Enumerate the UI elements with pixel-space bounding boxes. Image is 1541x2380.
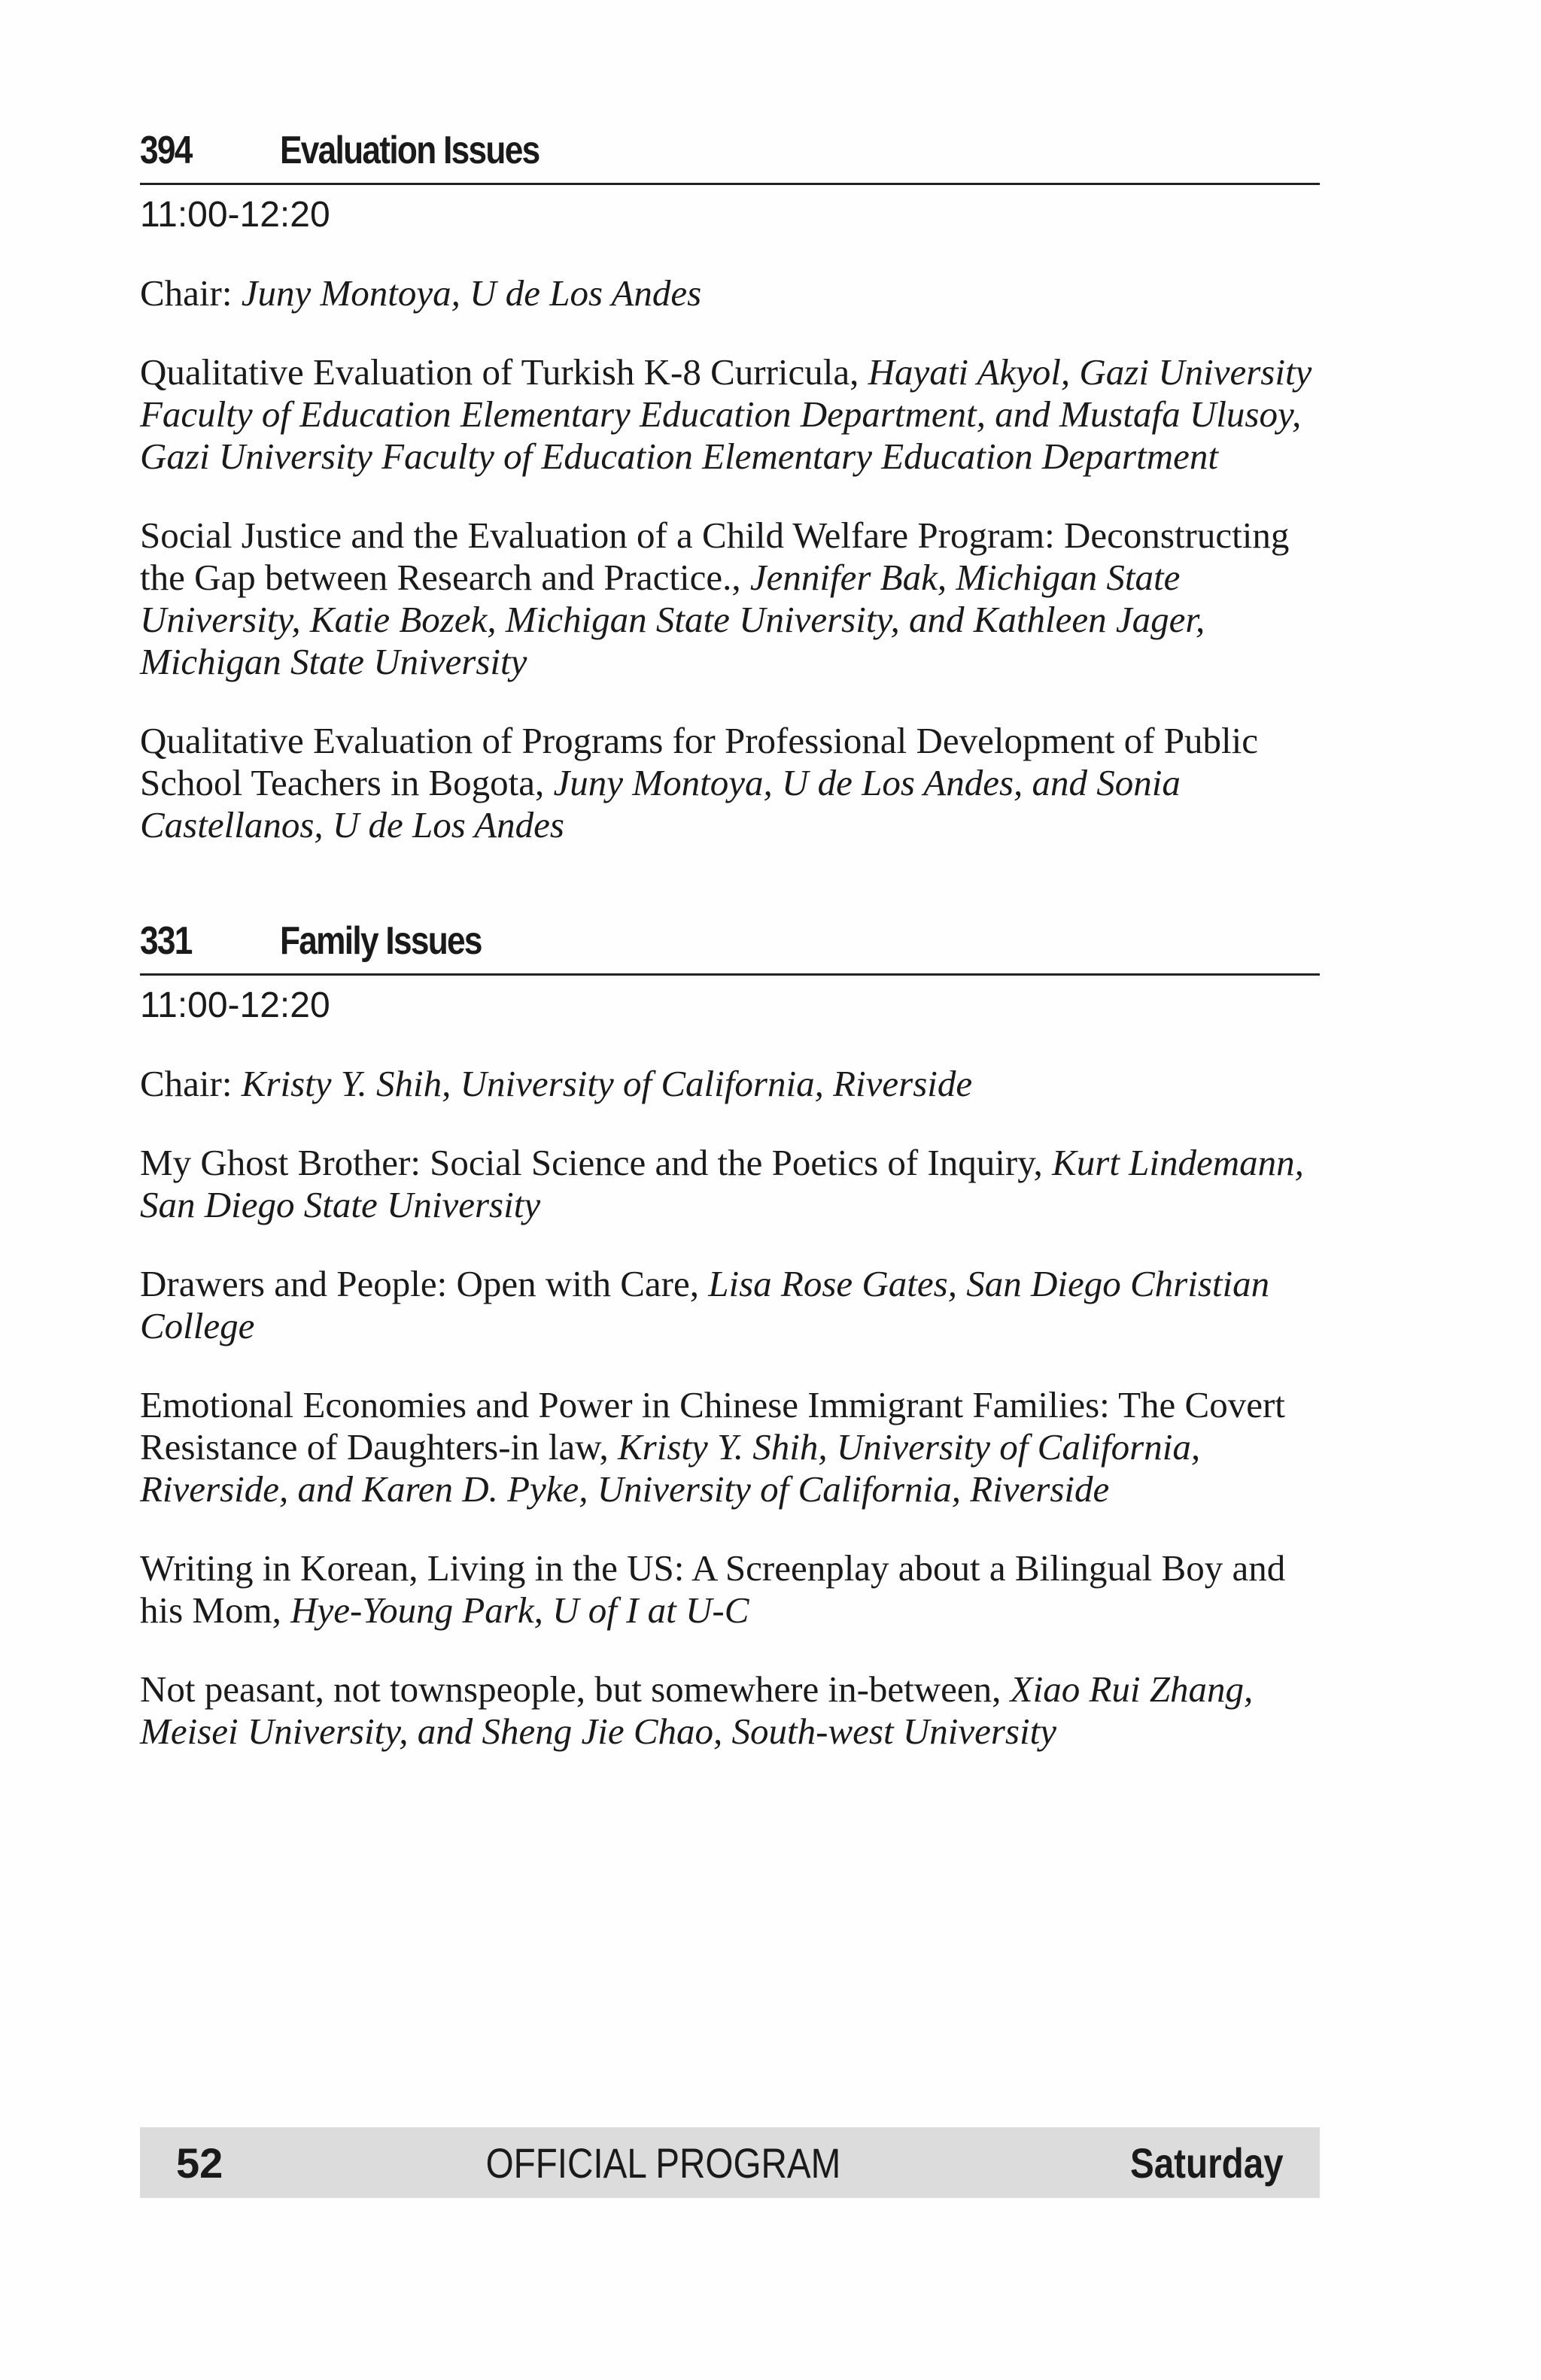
paper-authors: Hye-Young Park, U of I at U-C (290, 1589, 749, 1631)
session-title: Evaluation Issues (280, 129, 540, 172)
session-title: Family Issues (280, 918, 482, 963)
paper-entry (140, 1547, 1320, 1632)
session-number: 331 (140, 918, 192, 963)
session-number: 394 (140, 129, 192, 172)
paper-title: My Ghost Brother: Social Science and the Poetics of Inquiry, (140, 1141, 1053, 1183)
paper-authors: Lisa Rose Gates, San Diego Christian College (140, 1262, 1270, 1346)
session-time: 11:00-12:20 (140, 195, 330, 235)
paper-title: Drawers and People: Open with Care, (140, 1262, 709, 1304)
paper-title: Qualitative Evaluation of Programs for Professional Development of Public School Teachers in Bogota, (140, 719, 1259, 803)
paper-entry (140, 351, 1320, 478)
paper-entry (140, 515, 1320, 683)
paper-authors: Xiao Rui Zhang, Meisei University, and Sheng Jie Chao, South-west University (140, 1668, 1254, 1752)
footer-day: Saturday (1130, 2139, 1284, 2187)
session-chair (140, 272, 1320, 314)
footer-program-title: OFFICIAL PROGRAM (485, 2139, 841, 2187)
paper-entry (140, 1668, 1320, 1753)
paper-title: Qualitative Evaluation of Turkish K-8 Curricula, (140, 351, 868, 393)
session-394 (140, 128, 1320, 846)
paper-title: Writing in Korean, Living in the US: A Screenplay about a Bilingual Boy and his Mom, (140, 1547, 1286, 1631)
session-header (140, 128, 1320, 185)
paper-entry (140, 720, 1320, 846)
paper-entry (140, 1142, 1320, 1226)
paper-authors: Hayati Akyol, Gazi University Faculty of Education Elementary Education Department, and Mustafa Ulusoy, Gazi University Faculty of Education Elementary Education Department (140, 351, 1312, 477)
page-footer (140, 2127, 1320, 2198)
paper-title: Social Justice and the Evaluation of a Child Welfare Program: Deconstructing the Gap between Research and Practice., (140, 514, 1290, 598)
chair-name: Kristy Y. Shih, University of California, Riverside (241, 1062, 973, 1104)
paper-authors: Kristy Y. Shih, University of California, Riverside, and Karen D. Pyke, University of California, Riverside (140, 1425, 1201, 1510)
paper-entry (140, 1384, 1320, 1510)
paper-title: Not peasant, not townspeople, but somewhere in-between, (140, 1668, 1011, 1710)
paper-title: Emotional Economies and Power in Chinese Immigrant Families: The Covert Resistance of Daughters-in law, (140, 1383, 1285, 1468)
chair-label: Chair: (140, 1062, 242, 1104)
paper-authors: Kurt Lindemann, San Diego State University (140, 1141, 1304, 1225)
program-page (140, 128, 1320, 1825)
session-chair (140, 1063, 1320, 1105)
chair-label: Chair: (140, 272, 242, 314)
chair-name: Juny Montoya, U de Los Andes (241, 272, 702, 314)
session-331 (140, 918, 1320, 1753)
session-time: 11:00-12:20 (140, 985, 330, 1025)
paper-authors: Juny Montoya, U de Los Andes, and Sonia Castellanos, U de Los Andes (140, 761, 1181, 845)
page-number: 52 (176, 2139, 223, 2187)
session-header (140, 918, 1320, 976)
paper-entry (140, 1263, 1320, 1347)
paper-authors: Jennifer Bak, Michigan State University, Katie Bozek, Michigan State University, and Kathleen Jager, Michigan State University (140, 556, 1205, 682)
